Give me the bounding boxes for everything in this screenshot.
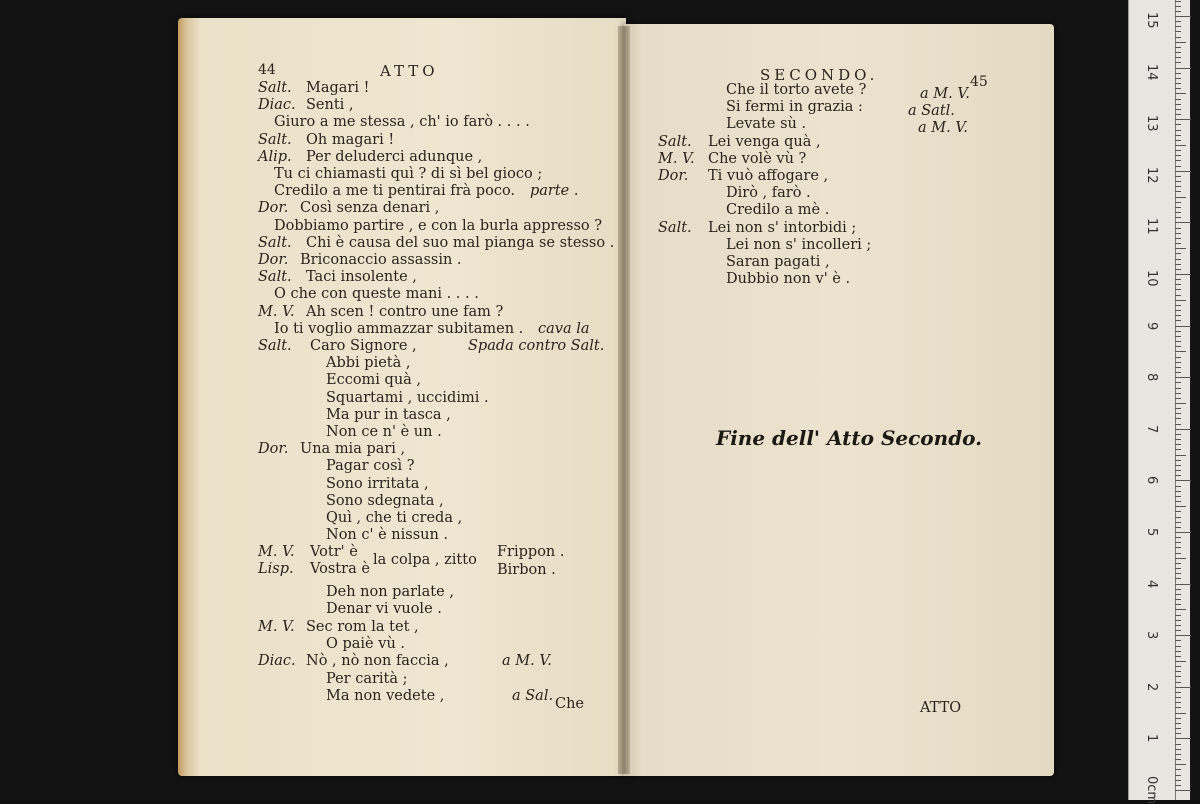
- verse-line: Che volè vù ?: [708, 150, 807, 167]
- ruler-tick: [1175, 470, 1181, 471]
- ruler-tick: [1175, 578, 1181, 579]
- duet-end-b: Birbon .: [497, 562, 556, 578]
- verse-line: Denar vi vuole .: [326, 601, 442, 618]
- speaker-label: Salt.: [258, 131, 292, 148]
- ruler-tick: [1175, 109, 1181, 110]
- ruler-tick: [1175, 666, 1181, 667]
- ruler-tick: [1175, 733, 1181, 734]
- ruler-tick: [1175, 790, 1191, 791]
- ruler-tick: [1175, 119, 1191, 120]
- verse-line: Credilo a mè .: [726, 202, 830, 219]
- verse-line: Lei non s' incolleri ;: [726, 236, 872, 253]
- ruler-tick: [1175, 346, 1181, 347]
- ruler-label: 9: [1144, 321, 1159, 330]
- ruler-tick: [1175, 351, 1186, 352]
- ruler-tick: [1175, 486, 1181, 487]
- verse-line: Eccomi quà ,: [326, 372, 422, 389]
- ruler-label: 13: [1144, 115, 1159, 132]
- ruler-tick: [1175, 780, 1181, 781]
- ruler-tick: [1175, 259, 1181, 260]
- verse-line: Pagar così ?: [326, 458, 415, 475]
- ruler-tick: [1175, 155, 1181, 156]
- ruler-tick: [1175, 336, 1181, 337]
- verse-line: Si fermi in grazia :: [726, 99, 863, 116]
- ruler-tick: [1175, 88, 1181, 89]
- ruler-tick: [1175, 408, 1181, 409]
- ruler-tick: [1175, 465, 1181, 466]
- right-page-number: 45: [970, 74, 988, 90]
- verse-line: Oh magari !: [306, 131, 395, 148]
- stage-direction: a M. V.: [920, 86, 970, 102]
- ruler-label: 8: [1144, 373, 1159, 382]
- speaker-label: Salt.: [658, 219, 692, 236]
- ruler-tick: [1175, 635, 1191, 636]
- ruler-label: 6: [1144, 476, 1159, 485]
- verse-line: Ah scen ! contro une fam ?: [306, 303, 504, 320]
- ruler-tick: [1175, 341, 1181, 342]
- ruler-tick: [1175, 331, 1181, 332]
- ruler-tick: [1175, 78, 1181, 79]
- ruler-tick: [1175, 99, 1181, 100]
- verse-line: Credilo a me ti pentirai frà poco.: [274, 183, 516, 200]
- ruler-tick: [1175, 238, 1181, 239]
- ruler-tick: [1175, 104, 1181, 105]
- ruler-tick: [1175, 279, 1181, 280]
- speaker-label: M. V.: [258, 618, 295, 635]
- ruler-tick: [1175, 640, 1181, 641]
- verse-line: Abbi pietà ,: [326, 355, 411, 372]
- duet-speaker-b: Lisp.: [258, 561, 294, 577]
- stage-direction: a Satl.: [908, 103, 955, 120]
- ruler-tick: [1175, 367, 1181, 368]
- verse-line: Sono irritata ,: [326, 475, 429, 492]
- ruler-label: 11: [1144, 218, 1159, 235]
- ruler-tick: [1175, 171, 1191, 172]
- ruler-tick: [1175, 620, 1181, 621]
- ruler-tick: [1175, 176, 1181, 177]
- ruler-tick: [1175, 527, 1181, 528]
- verse-line: Per carità ;: [326, 670, 408, 687]
- ruler-tick: [1175, 532, 1191, 533]
- ruler-tick: [1175, 57, 1181, 58]
- duet-speaker-a: M. V.: [258, 544, 295, 560]
- verse-line: Ti vuò affogare ,: [708, 168, 829, 184]
- ruler-tick: [1175, 455, 1186, 456]
- ruler-tick: [1175, 372, 1181, 373]
- ruler-tick: [1175, 248, 1186, 249]
- ruler-tick: [1175, 310, 1181, 311]
- speaker-label: Alip.: [258, 148, 292, 165]
- verse-line: Per deluderci adunque ,: [306, 148, 483, 165]
- ruler-tick: [1175, 362, 1181, 363]
- verse-line: Quì , che ti creda ,: [326, 510, 463, 526]
- ruler-tick: [1175, 625, 1181, 626]
- ruler-label: 7: [1144, 424, 1159, 434]
- speaker-label: M. V.: [258, 303, 295, 320]
- book-gutter: [618, 26, 630, 774]
- ruler-tick: [1175, 130, 1181, 131]
- ruler-tick: [1175, 682, 1181, 683]
- ruler-tick: [1175, 491, 1181, 492]
- ruler-tick: [1175, 269, 1181, 270]
- stage-direction: Spada contro Salt.: [468, 338, 605, 354]
- verse-line: O che con queste mani . . . .: [274, 286, 479, 303]
- stage-direction: a Sal.: [512, 687, 554, 704]
- speaker-label: Diac.: [258, 97, 296, 114]
- ruler-label: 3: [1144, 631, 1159, 640]
- verse-line: Senti ,: [306, 97, 354, 114]
- ruler-tick: [1175, 723, 1181, 724]
- ruler-tick: [1175, 589, 1181, 590]
- ruler-tick: [1175, 661, 1186, 662]
- speaker-label: Dor.: [658, 168, 689, 184]
- verse-line: Lei venga quà ,: [708, 133, 821, 150]
- left-page-number: 44: [258, 62, 276, 78]
- ruler-tick: [1175, 398, 1181, 399]
- ruler-tick: [1175, 326, 1191, 327]
- ruler-label: 0cm: [1144, 776, 1159, 804]
- ruler-tick: [1175, 202, 1181, 203]
- ruler-tick: [1175, 718, 1181, 719]
- speaker-label: Dor.: [258, 441, 289, 458]
- ruler-tick: [1175, 403, 1186, 404]
- ruler-label: 4: [1144, 579, 1159, 588]
- ruler-tick: [1175, 274, 1191, 275]
- ruler-tick: [1175, 357, 1181, 358]
- ruler-tick: [1175, 671, 1181, 672]
- ruler-tick: [1175, 568, 1181, 569]
- stage-direction: parte .: [530, 183, 579, 200]
- ruler-tick: [1175, 599, 1181, 600]
- verse-line: Sec rom la tet ,: [306, 618, 419, 635]
- verse-line: Ma pur in tasca ,: [326, 406, 451, 423]
- ruler-label: 12: [1144, 166, 1159, 184]
- ruler-label: 1: [1144, 734, 1159, 743]
- ruler-tick: [1175, 413, 1181, 414]
- left-catchword: Che: [555, 696, 585, 712]
- ruler-tick: [1175, 52, 1181, 53]
- ruler-tick: [1175, 630, 1181, 631]
- ruler-tick: [1175, 702, 1181, 703]
- ruler-tick: [1175, 160, 1181, 161]
- speaker-label: Dor.: [258, 252, 289, 268]
- duet-line-b: Vostra è: [310, 561, 370, 577]
- ruler-tick: [1175, 646, 1181, 647]
- ruler-tick: [1175, 713, 1186, 714]
- verse-line: Caro Signore ,: [310, 338, 417, 354]
- ruler-tick: [1175, 42, 1186, 43]
- ruler-label: 15: [1144, 12, 1159, 29]
- ruler-tick: [1175, 692, 1181, 693]
- ruler-tick: [1175, 604, 1181, 605]
- ruler-tick: [1175, 26, 1181, 27]
- ruler-tick: [1175, 6, 1181, 7]
- ruler-label: 10: [1144, 270, 1159, 287]
- ruler-tick: [1175, 140, 1181, 141]
- speaker-label: Dor.: [258, 200, 289, 217]
- verse-line: O paiè vù .: [326, 635, 405, 652]
- verse-line: Non ce n' è un .: [326, 424, 442, 440]
- ruler-label: 2: [1144, 682, 1159, 692]
- verse-line: Che il torto avete ?: [726, 82, 867, 98]
- ruler-tick: [1175, 785, 1181, 786]
- ruler-tick: [1175, 212, 1181, 213]
- speaker-label: Salt.: [258, 338, 292, 354]
- ruler-tick: [1175, 382, 1181, 383]
- ruler-tick: [1175, 573, 1181, 574]
- verse-line: Squartami , uccidimi .: [326, 389, 489, 406]
- verse-line: Briconaccio assassin .: [300, 252, 462, 268]
- verse-line: Una mia pari ,: [300, 441, 406, 458]
- speaker-label: Salt.: [258, 80, 292, 96]
- ruler-tick: [1175, 744, 1181, 745]
- ruler-tick: [1175, 300, 1186, 301]
- ruler-tick: [1175, 553, 1181, 554]
- ruler-tick: [1175, 243, 1181, 244]
- ruler-tick: [1175, 253, 1181, 254]
- ruler-label: 14: [1144, 63, 1159, 81]
- ruler-tick: [1175, 563, 1181, 564]
- ruler-tick: [1175, 511, 1181, 512]
- ruler-tick: [1175, 439, 1181, 440]
- ruler-tick: [1175, 728, 1181, 729]
- measuring-ruler: [1128, 0, 1190, 804]
- ruler-tick: [1175, 449, 1181, 450]
- ruler-tick: [1175, 1, 1181, 2]
- ruler-tick: [1175, 615, 1181, 616]
- verse-line: Tu ci chiamasti quì ? di sì bel gioco ;: [274, 166, 543, 182]
- ruler-tick: [1175, 114, 1181, 115]
- ruler-tick: [1175, 475, 1181, 476]
- ruler-tick: [1175, 295, 1181, 296]
- ruler-tick: [1175, 228, 1181, 229]
- ruler-tick: [1175, 738, 1191, 739]
- verse-line: Levate sù .: [726, 116, 807, 133]
- ruler-tick: [1175, 124, 1181, 125]
- ruler-tick: [1175, 73, 1181, 74]
- ruler-tick: [1175, 434, 1181, 435]
- ruler-tick: [1175, 16, 1191, 17]
- verse-line: Giuro a me stessa , ch' io farò . . . .: [274, 114, 530, 131]
- ruler-tick: [1175, 31, 1181, 32]
- verse-line: Così senza denari ,: [300, 200, 440, 217]
- ruler-tick: [1175, 496, 1181, 497]
- duet-end-a: Frippon .: [497, 544, 565, 560]
- ruler-tick: [1175, 542, 1181, 543]
- ruler-tick: [1175, 558, 1186, 559]
- verse-line: Saran pagati ,: [726, 254, 830, 270]
- ruler-tick: [1175, 749, 1181, 750]
- ruler-tick: [1175, 759, 1181, 760]
- right-running-head: SECONDO.: [760, 66, 879, 84]
- verse-line: Ma non vedete ,: [326, 687, 445, 704]
- ruler-tick: [1175, 707, 1181, 708]
- ruler-tick: [1175, 506, 1186, 507]
- verse-line: Chi è causa del suo mal pianga se stesso .: [306, 234, 615, 251]
- stage-direction: a M. V.: [918, 120, 968, 137]
- ruler-tick: [1175, 93, 1186, 94]
- ruler-tick: [1175, 150, 1181, 151]
- ruler-tick: [1175, 522, 1181, 523]
- verse-line: Sono sdegnata ,: [326, 492, 444, 509]
- ruler-tick: [1175, 769, 1181, 770]
- speaker-label: M. V.: [658, 150, 695, 167]
- left-running-head: ATTO: [380, 62, 439, 80]
- ruler-tick: [1175, 264, 1181, 265]
- ruler-tick: [1175, 37, 1181, 38]
- right-catchword: ATTO: [920, 700, 962, 716]
- ruler-tick: [1175, 135, 1181, 136]
- ruler-tick: [1175, 11, 1181, 12]
- ruler-tick: [1175, 62, 1181, 63]
- ruler-tick: [1175, 68, 1191, 69]
- ruler-tick: [1175, 21, 1181, 22]
- ruler-tick: [1175, 687, 1191, 688]
- verse-line: Nò , nò non faccia ,: [306, 653, 449, 670]
- ruler-tick: [1175, 418, 1181, 419]
- ruler-tick: [1175, 233, 1181, 234]
- ruler-tick: [1175, 181, 1181, 182]
- verse-line: Magari !: [306, 80, 370, 96]
- speaker-label: Salt.: [258, 269, 292, 286]
- stage-direction: cava la: [538, 320, 590, 337]
- ruler-tick: [1175, 754, 1181, 755]
- ruler-tick: [1175, 594, 1181, 595]
- ruler-tick: [1175, 609, 1186, 610]
- ruler-tick: [1175, 217, 1181, 218]
- ruler-tick: [1175, 656, 1181, 657]
- ruler-tick: [1175, 145, 1186, 146]
- speaker-label: Salt.: [658, 133, 692, 150]
- ruler-tick: [1175, 775, 1181, 776]
- ruler-tick: [1175, 186, 1181, 187]
- ruler-tick: [1175, 517, 1181, 518]
- ruler-label: 5: [1144, 528, 1159, 537]
- ruler-tick: [1175, 584, 1191, 585]
- ruler-tick: [1175, 697, 1181, 698]
- ruler-tick: [1175, 388, 1181, 389]
- ruler-tick: [1175, 460, 1181, 461]
- ruler-tick: [1175, 444, 1181, 445]
- speaker-label: Diac.: [258, 653, 296, 670]
- verse-line: Dobbiamo partire , e con la burla appresso ?: [274, 217, 602, 234]
- act-end-title: Fine dell' Atto Secondo.: [716, 426, 983, 450]
- ruler-tick: [1175, 764, 1186, 765]
- verse-line: Lei non s' intorbidi ;: [708, 219, 857, 236]
- ruler-tick: [1175, 191, 1181, 192]
- verse-line: Io ti voglio ammazzar subitamen .: [274, 320, 524, 337]
- stage-direction: a M. V.: [502, 653, 552, 670]
- ruler-tick: [1175, 676, 1181, 677]
- ruler-tick: [1175, 651, 1181, 652]
- ruler-tick: [1175, 480, 1191, 481]
- ruler-tick: [1175, 501, 1181, 502]
- ruler-tick: [1175, 83, 1181, 84]
- verse-line: Non c' è nissun .: [326, 527, 449, 544]
- ruler-tick: [1175, 429, 1191, 430]
- ruler-tick: [1175, 207, 1181, 208]
- ruler-tick: [1175, 547, 1181, 548]
- ruler-tick: [1175, 305, 1181, 306]
- ruler-tick: [1175, 166, 1181, 167]
- ruler-tick: [1175, 424, 1181, 425]
- verse-line: Deh non parlate ,: [326, 584, 454, 600]
- speaker-label: Salt.: [258, 234, 292, 251]
- ruler-tick: [1175, 537, 1181, 538]
- ruler-tick: [1175, 315, 1181, 316]
- ruler-tick: [1175, 289, 1181, 290]
- duet-line-a: Votr' è: [310, 544, 358, 560]
- duet-shared: la colpa , zitto: [373, 552, 477, 568]
- ruler-tick: [1175, 47, 1181, 48]
- ruler-tick: [1175, 320, 1181, 321]
- ruler-tick: [1175, 393, 1181, 394]
- verse-line: Dirò , farò .: [726, 185, 811, 202]
- verse-line: Taci insolente ,: [306, 269, 417, 286]
- verse-line: Dubbio non v' è .: [726, 271, 851, 288]
- ruler-tick: [1175, 197, 1186, 198]
- ruler-tick: [1175, 377, 1191, 378]
- ruler-tick: [1175, 284, 1181, 285]
- ruler-tick: [1175, 222, 1191, 223]
